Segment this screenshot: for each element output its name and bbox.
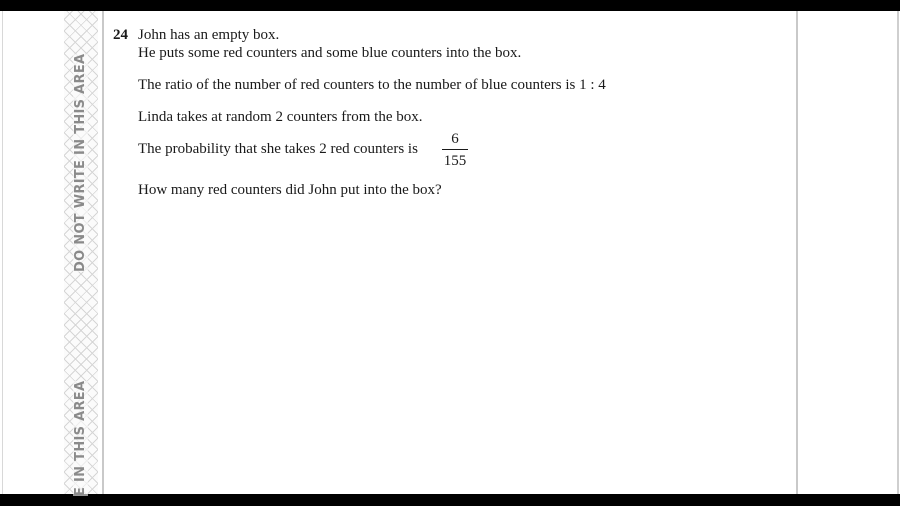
question-line-2: He puts some red counters and some blue counters into the box. [138, 45, 522, 61]
fraction-denominator: 155 [443, 153, 467, 169]
page-left-edge [2, 11, 3, 494]
question-number: 24 [113, 27, 128, 43]
fraction-bar [442, 149, 468, 150]
question-line-probability: The probability that she takes 2 red counters is [138, 141, 418, 157]
probability-fraction [442, 130, 468, 170]
margin-warning-upper: DO NOT WRITE IN THIS AREA [73, 53, 88, 272]
video-letterbox-top [0, 0, 900, 11]
question-line-1: John has an empty box. [138, 27, 280, 43]
page-right-edge [897, 11, 899, 494]
fraction-numerator: 6 [451, 131, 459, 147]
margin-divider [102, 11, 104, 494]
question-line-ratio: The ratio of the number of red counters to the number of blue counters is 1 : 4 [138, 77, 606, 93]
margin-warning-lower: E IN THIS AREA [73, 380, 88, 496]
question-prompt: How many red counters did John put into the box? [138, 182, 442, 198]
video-letterbox-bottom [0, 494, 900, 506]
right-margin-divider [796, 11, 798, 494]
question-line-4: Linda takes at random 2 counters from the box. [138, 109, 423, 125]
